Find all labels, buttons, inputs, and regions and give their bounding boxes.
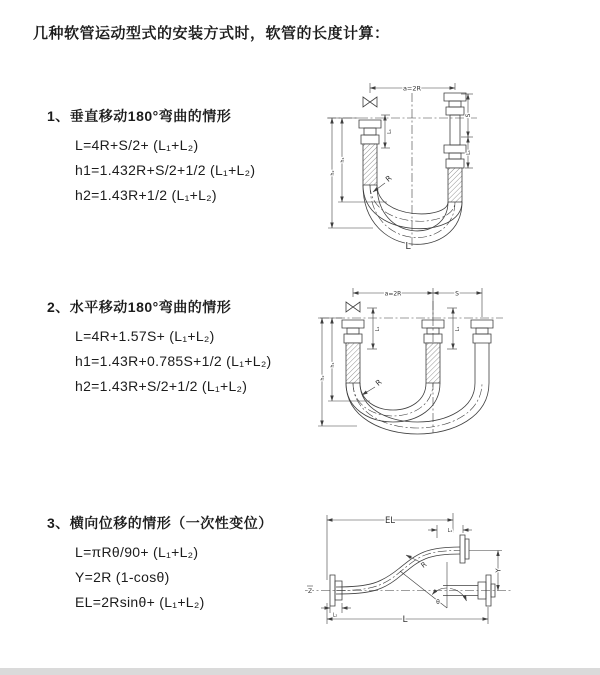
- formula-line: h2=1.43R+1/2 (L₁+L₂): [75, 187, 217, 203]
- hose-braid: [448, 168, 462, 202]
- dim-label-el: EL: [384, 516, 396, 526]
- hose-braid: [426, 343, 440, 383]
- section-2-formulas: [75, 324, 272, 399]
- dim-label-l: L: [402, 615, 408, 625]
- dim-label-h1: h₁: [330, 362, 336, 368]
- formula-line: L=πRθ/90+ (L₁+L₂): [75, 544, 199, 560]
- valve-icon: [346, 302, 360, 312]
- formula-line: L=4R+1.57S+ (L₁+L₂): [75, 328, 215, 344]
- radius-leader: [406, 555, 420, 562]
- hose-u-curves: [346, 383, 489, 434]
- dim-label-a2r: a=2R: [402, 84, 422, 93]
- dim-label-l1-left: L₁: [387, 129, 393, 134]
- diagram-horizontal-180: [315, 283, 600, 463]
- dim-label-l1-mid: L₁: [455, 326, 461, 332]
- section-2-heading: 2、水平移动180°弯曲的情形: [47, 299, 232, 315]
- formula-line: h1=1.43R+0.785S+1/2 (L₁+L₂): [75, 353, 272, 369]
- diagram-vertical-180: [315, 75, 550, 253]
- dimension-l2: [321, 603, 351, 613]
- flange-fitting-right: [471, 320, 493, 383]
- dim-label-l1-right: L₁: [466, 150, 472, 155]
- formula-line: Y=2R (1-cosθ): [75, 569, 170, 585]
- flange-fitting-left: [359, 120, 381, 185]
- weld-symbol-label: Z: [307, 588, 313, 595]
- dim-label-h1: h₁: [340, 157, 346, 163]
- dim-label-a2r: a=2R: [384, 290, 402, 298]
- section-3-heading: 3、横向位移的情形（一次性变位）: [47, 515, 273, 531]
- hose-braid: [363, 144, 377, 185]
- length-label: L: [405, 241, 411, 252]
- angle-theta: [400, 562, 467, 608]
- dim-label-h2: h₂: [330, 170, 336, 176]
- hose-braid: [346, 343, 360, 383]
- dimension-s: [461, 94, 473, 168]
- diagram-lateral-displacement: [300, 505, 585, 645]
- section-lateral-displacement: [47, 513, 273, 615]
- hose-s-curve: [336, 547, 460, 594]
- section-vertical-180: [47, 106, 255, 208]
- dim-label-s: S: [455, 290, 459, 298]
- dim-label-l1-left: L₁: [375, 326, 381, 332]
- dim-label-l1: L₁: [447, 528, 453, 534]
- section-3-formulas: [75, 540, 273, 615]
- formula-line: h2=1.43R+S/2+1/2 (L₁+L₂): [75, 378, 248, 394]
- dim-label-h2: h₂: [320, 375, 326, 381]
- section-1-heading: 1、垂直移动180°弯曲的情形: [47, 108, 232, 124]
- radius-leader: [362, 387, 375, 395]
- dim-label-l2: L₂: [332, 612, 338, 619]
- dimension-h: [328, 118, 387, 228]
- flange-fitting-right: [444, 93, 466, 202]
- dimension-a2r-s: [353, 288, 482, 317]
- formula-line: L=4R+S/2+ (L₁+L₂): [75, 137, 199, 153]
- angle-theta-label: θ: [436, 599, 440, 606]
- valve-icon: [363, 97, 377, 107]
- formula-line: h1=1.432R+S/2+1/2 (L₁+L₂): [75, 162, 256, 178]
- radius-label: R: [373, 377, 384, 388]
- section-horizontal-180: [47, 297, 272, 399]
- page-bottom-edge: [0, 668, 600, 675]
- radius-label: R: [383, 173, 394, 184]
- flange-upper-right: [460, 535, 502, 563]
- dim-label-s: S: [465, 113, 472, 118]
- dim-label-y: Y: [494, 568, 503, 573]
- section-1-formulas: [75, 133, 255, 208]
- formula-line: EL=2Rsinθ+ (L₁+L₂): [75, 594, 205, 610]
- flange-fitting-left: [342, 320, 364, 383]
- radius-label: R: [419, 560, 429, 570]
- hose-u-curves: [363, 185, 462, 244]
- page-title: 几种软管运动型式的安装方式时，软管的长度计算：: [33, 25, 390, 42]
